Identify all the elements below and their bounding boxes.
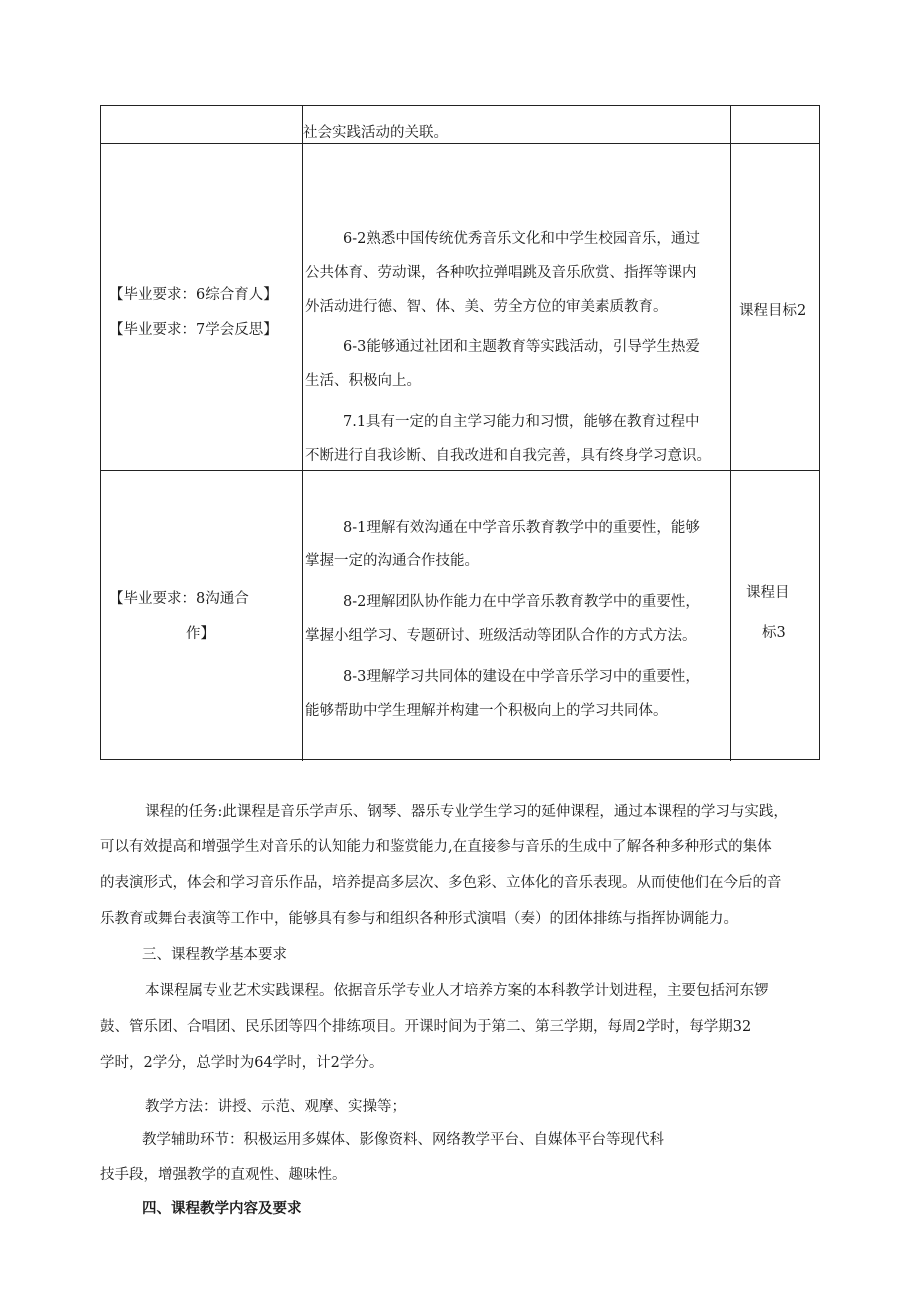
section-3-paragraph-line: 鼓、管乐团、合唱团、民乐团等四个排练项目。开课时间为于第二、第三学期，每周2学时，每学期32: [100, 1019, 752, 1035]
requirement-cell: [101, 471, 303, 761]
course-target: 课程目标2: [739, 303, 807, 319]
content-line: 外活动进行德、智、体、美、劳全方位的审美素质教育。: [305, 299, 668, 315]
task-paragraph-line: 的表演形式，体会和学习音乐作品，培养提高多层次、多色彩、立体化的音乐表现。从而使他们在今后的音: [100, 875, 782, 891]
target-cell: [731, 471, 819, 761]
section-3-paragraph-line: 学时，2学分，总学时为64学时，计2学分。: [100, 1055, 384, 1071]
content-cell: [303, 106, 731, 143]
requirement-label: 【毕业要求：7学会反思】: [109, 322, 278, 338]
content-line: 8-2理解团队协作能力在中学音乐教育教学中的重要性，: [343, 594, 700, 610]
requirement-label: 【毕业要求：6综合育人】: [109, 287, 278, 303]
graduation-requirements-table: [100, 105, 820, 760]
task-paragraph-line: 乐教育或舞台表演等工作中，能够具有参与和组织各种形式演唱（奏）的团体排练与指挥协调能力。: [100, 911, 738, 927]
content-line: 能够帮助中学生理解并构建一个积极向上的学习共同体。: [305, 703, 668, 719]
content-line: 公共体育、劳动课，各种吹拉弹唱跳及音乐欣赏、指挥等课内: [305, 265, 697, 281]
table-row: [101, 144, 819, 471]
teaching-aux-line: 技手段，增强教学的直观性、趣味性。: [100, 1167, 347, 1183]
content-line: 不断进行自我诊断、自我改进和自我完善，具有终身学习意识。: [305, 448, 711, 464]
content-cell: [303, 471, 731, 761]
target-cell: [731, 106, 819, 143]
requirement-cell: [101, 144, 303, 470]
content-line: 6-3能够通过社团和主题教育等实践活动，引导学生热爱: [343, 339, 700, 355]
content-line: 掌握一定的沟通合作技能。: [305, 553, 479, 569]
section-3-title: 三、课程教学基本要求: [142, 947, 287, 963]
requirement-label: 作】: [186, 626, 215, 642]
target-cell: [731, 144, 819, 470]
content-line: 7.1具有一定的自主学习能力和习惯，能够在教育过程中: [343, 414, 700, 430]
task-paragraph-line: 课程的任务:此课程是音乐学声乐、钢琴、器乐专业学生学习的延伸课程，通过本课程的学习与实践，: [145, 804, 788, 820]
content-line: 掌握小组学习、专题研讨、班级活动等团队合作的方式方法。: [305, 628, 697, 644]
content-cell: [303, 144, 731, 470]
requirement-label: 【毕业要求：8沟通合: [109, 591, 249, 607]
task-paragraph-line: 可以有效提高和增强学生对音乐的认知能力和鉴赏能力,在直接参与音乐的生成中了解各种多种形式的集体: [100, 839, 772, 855]
table-row: [101, 471, 819, 761]
content-line: 8-3理解学习共同体的建设在中学音乐学习中的重要性，: [343, 669, 700, 685]
content-line: 6-2熟悉中国传统优秀音乐文化和中学生校园音乐，通过: [343, 231, 700, 247]
course-target: 标3: [762, 625, 786, 641]
content-line: 生活、积极向上。: [305, 373, 421, 389]
section-3-paragraph-line: 本课程属专业艺术实践课程。依据音乐学专业人才培养方案的本科教学计划进程，主要包括河东锣: [145, 983, 769, 999]
section-4-title: 四、课程教学内容及要求: [142, 1200, 302, 1217]
teaching-method: 教学方法：讲授、示范、观摩、实操等；: [145, 1099, 406, 1115]
content-line: 社会实践活动的关联。: [303, 125, 448, 141]
teaching-aux-line: 教学辅助环节：积极运用多媒体、影像资料、网络教学平台、自媒体平台等现代科: [142, 1132, 664, 1148]
table-row: [101, 106, 819, 144]
requirement-cell: [101, 106, 303, 143]
course-target: 课程目: [746, 585, 790, 601]
content-line: 8-1理解有效沟通在中学音乐教育教学中的重要性，能够: [343, 520, 700, 536]
